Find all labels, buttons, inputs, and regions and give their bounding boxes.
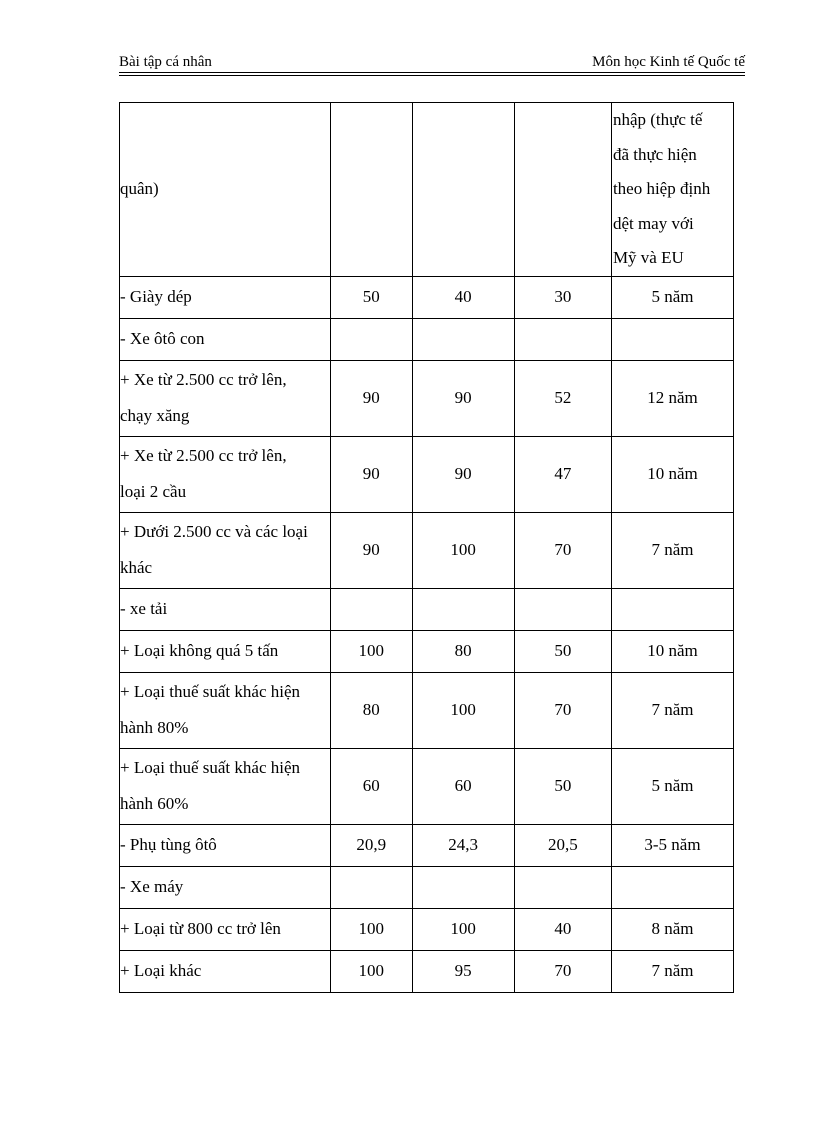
rate-cell: 30 [514,276,611,318]
rate-cell: 95 [412,950,514,992]
rate-cell: 40 [412,276,514,318]
roadmap-years-cell: 7 năm [611,672,733,748]
rate-cell: 90 [412,436,514,512]
item-label-line: chạy xăng [120,406,190,425]
roadmap-years-cell [611,588,733,630]
rate-cell [412,318,514,360]
item-label-line: + Loại từ 800 cc trở lên [120,919,281,938]
rate-cell [331,588,412,630]
rate-cell: 70 [514,512,611,588]
item-label-line: + Xe từ 2.500 cc trở lên, [120,446,287,465]
item-cell [120,360,331,436]
head-col5-line: đã thực hiện [612,144,697,164]
head-col2-cell [331,103,412,277]
rate-cell [412,866,514,908]
rate-cell: 90 [331,512,412,588]
rate-cell: 90 [412,360,514,436]
roadmap-years-cell: 7 năm [611,950,733,992]
head-col5-line: theo hiệp định [612,179,711,198]
rate-cell: 90 [331,436,412,512]
rate-cell: 100 [331,630,412,672]
item-cell [120,276,331,318]
header-rule [119,72,745,73]
rate-cell: 100 [412,672,514,748]
item-cell [120,630,331,672]
item-label-line: + Loại khác [120,961,202,980]
rate-cell: 47 [514,436,611,512]
rate-cell: 80 [412,630,514,672]
item-label-line: khác [120,558,153,577]
item-cell [120,908,331,950]
tariff-table [119,102,734,993]
table-row [120,276,734,318]
table-body [120,276,734,992]
item-cell [120,824,331,866]
table-row [120,908,734,950]
table-row [120,436,734,512]
rate-cell: 70 [514,950,611,992]
roadmap-years-cell [611,866,733,908]
rate-cell [412,588,514,630]
rate-cell: 80 [331,672,412,748]
roadmap-years-cell: 5 năm [611,276,733,318]
header-right-text: Môn học Kinh tế Quốc tế [592,54,745,70]
page-header [119,52,745,74]
table-row [120,672,734,748]
header-left-text: Bài tập cá nhân [119,54,212,70]
table-header-row [120,103,734,277]
head-col5-line: Mỹ và EU [612,248,684,267]
roadmap-years-cell [611,318,733,360]
roadmap-years-cell: 12 năm [611,360,733,436]
roadmap-years-cell: 8 năm [611,908,733,950]
rate-cell: 50 [514,748,611,824]
table-row [120,512,734,588]
item-cell [120,748,331,824]
rate-cell: 50 [331,276,412,318]
table-row [120,748,734,824]
item-label-line: + Dưới 2.500 cc và các loại [120,522,308,541]
item-label-line: loại 2 cầu [120,482,187,501]
roadmap-years-cell: 7 năm [611,512,733,588]
item-label-line: + Loại thuế suất khác hiện [120,758,301,777]
item-label-line: - xe tải [120,599,168,618]
rate-cell [514,866,611,908]
rate-cell [331,318,412,360]
rate-cell: 70 [514,672,611,748]
item-label-line: - Xe máy [120,877,184,896]
roadmap-years-cell: 10 năm [611,630,733,672]
table-row [120,950,734,992]
table-row [120,866,734,908]
item-label-line: - Xe ôtô con [120,329,205,348]
item-cell [120,672,331,748]
rate-cell: 40 [514,908,611,950]
item-cell [120,436,331,512]
head-col5-line: dệt may với [612,213,694,233]
head-col5-line: nhập (thực tế [612,110,703,129]
rate-cell [514,588,611,630]
rate-cell: 60 [331,748,412,824]
head-col5-cell [611,103,733,277]
rate-cell: 60 [412,748,514,824]
item-label-line: + Xe từ 2.500 cc trở lên, [120,370,287,389]
rate-cell: 24,3 [412,824,514,866]
rate-cell: 100 [412,512,514,588]
head-col3-cell [412,103,514,277]
header-rule-secondary [119,75,745,76]
rate-cell: 100 [331,908,412,950]
rate-cell: 20,9 [331,824,412,866]
rate-cell: 20,5 [514,824,611,866]
rate-cell: 100 [412,908,514,950]
item-label-line: hành 80% [120,718,189,737]
item-label-line: + Loại không quá 5 tấn [120,641,279,660]
item-cell [120,950,331,992]
roadmap-years-cell: 10 năm [611,436,733,512]
table-row [120,360,734,436]
table-row [120,588,734,630]
rate-cell: 50 [514,630,611,672]
rate-cell: 52 [514,360,611,436]
rate-cell [514,318,611,360]
item-label-line: - Giày dép [120,287,192,306]
rate-cell: 90 [331,360,412,436]
rate-cell: 100 [331,950,412,992]
roadmap-years-cell: 5 năm [611,748,733,824]
head-col4-cell [514,103,611,277]
head-col1-cell: quân) [120,103,331,277]
roadmap-years-cell: 3-5 năm [611,824,733,866]
item-cell [120,318,331,360]
table-row [120,318,734,360]
rate-cell [331,866,412,908]
item-cell [120,512,331,588]
table-row [120,824,734,866]
item-cell [120,866,331,908]
item-label-line: - Phụ tùng ôtô [120,835,217,854]
item-cell [120,588,331,630]
table-row [120,630,734,672]
item-label-line: + Loại thuế suất khác hiện [120,682,301,701]
item-label-line: hành 60% [120,794,189,813]
